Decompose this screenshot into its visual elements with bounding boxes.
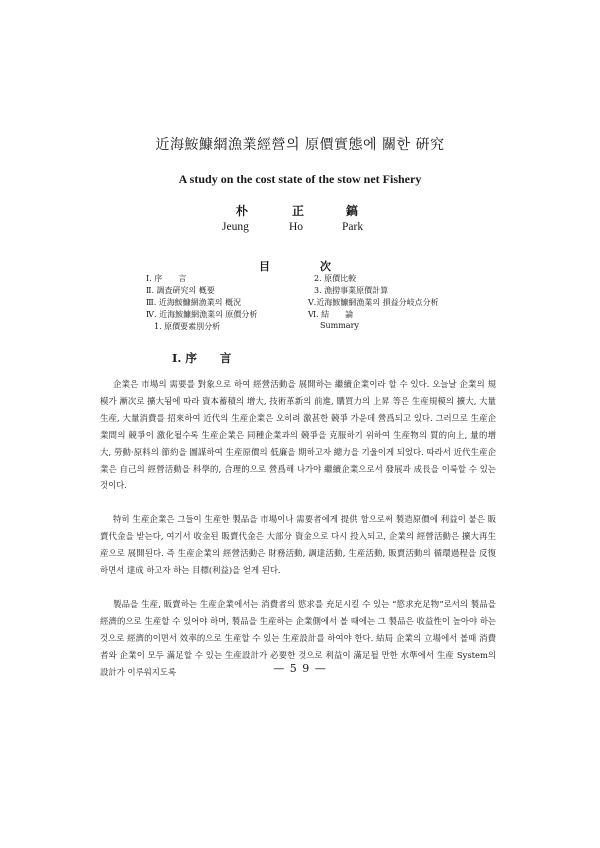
toc-item: Ⅲ. 近海鮟鱇網漁業의 槪況: [146, 298, 242, 307]
body-paragraph: 製品을 生産, 販賣하는 生産企業에서는 消費者의 慾求를 充足시킬 수 있는 “慾求充足物”로서의 製品을 經濟的으로 生産할 수 있어야 하며, 製品을 生産하는 企業側에서 볼 때에는 그 製品은 收益性이 높아야 하는 것으로 經濟的이면서 效率的으로 生産할 수 있는 生産設計를 하여야 한다. 結局 企業의 立場에서 볼때 消費者와 企業이 모두 滿足할 수 있는 生産設計가 必要한 것으로 利益이 滿足될 만한 水準에서 生産 System의 設計가 이루워지도록: [100, 599, 496, 677]
section-heading: Ⅰ. 序 言: [172, 351, 232, 365]
author-name-ko-3: 鎬: [346, 204, 359, 218]
toc-item: 3. 漁撈事業原價計算: [314, 286, 389, 295]
toc-item: Ⅴ.近海鮟鱇網漁業의 損益分岐点分析: [308, 298, 439, 307]
author-name-ko-2: 正: [292, 204, 305, 218]
toc-item: Ⅳ. 近海鮟鱇網漁業의 原價分析: [146, 310, 258, 319]
paper-title-korean: 近海鮟鱇網漁業經營의 原價實態에 關한 硏究: [155, 137, 445, 153]
author-name-en-3: Park: [342, 221, 364, 233]
author-name-en-2: Ho: [289, 221, 304, 233]
toc-item: Ⅱ. 調査硏究의 槪要: [146, 286, 215, 295]
toc-heading-1: 目: [259, 260, 272, 273]
body-paragraph: 企業은 市場의 需要를 對象으로 하여 經營活動을 展開하는 繼續企業이라 할 수 있다. 오늘날 企業의 規模가 漸次로 擴大됨에 따라 資本蓄積의 增大, 技術革新의 前進, 購買力의 上昇 等은 生産規模의 擴大, 大量生産, 大量消費를 招來하여 近代의 生産企業은 오히려 激甚한 競爭 가운데 營爲되고 있다. 그러므로 生産企業間의 競爭이 激化될수록 生産企業은 同種企業과의 競爭을 克服하기 위하여 生産物의 質的向上, 量的增大, 勞動·原料의 節約을 圖謀하여 生産原價의 低廉을 期하고자 總力을 기울이게 되었다. 따라서 近代生産企業은 自己의 經營活動을 科學的, 合理的으로 營爲해 나가야 繼續企業으로서 發展과 成長을 이룩할 수 있는 것이다.: [100, 379, 496, 491]
page-number: — 5 9 —: [273, 662, 327, 675]
body-paragraph: 特히 生産企業은 그들이 生産한 製品을 市場이나 需要者에게 提供 함으로써 製造原價에 利益이 붙은 販賣代金을 받는다, 여기서 收金된 販賣代金은 大部分 資金으로 다시 投入되고, 企業의 經營活動은 擴大再生産으로 展開된다. 즉 生産企業의 經營活動은 財務活動, 調達活動, 生産活動, 販賣活動의 循環過程을 反復 하면서 達成 하고자 하는 目標(利益)을 얻게 된다.: [100, 514, 496, 575]
toc-heading-2: 次: [320, 260, 331, 273]
toc-item: Ⅵ. 結 論: [308, 310, 354, 319]
toc-item: Summary: [320, 321, 359, 330]
author-name-en-1: Jeung: [222, 221, 249, 233]
paper-title-english: A study on the cost state of the stow net Fishery: [178, 172, 422, 186]
toc-item: Ⅰ. 序 言: [146, 274, 187, 283]
toc-item: 1. 原價要素別分析: [154, 322, 221, 331]
author-name-ko-1: 朴: [236, 204, 249, 218]
toc-item: 2. 原價比較: [314, 274, 357, 283]
